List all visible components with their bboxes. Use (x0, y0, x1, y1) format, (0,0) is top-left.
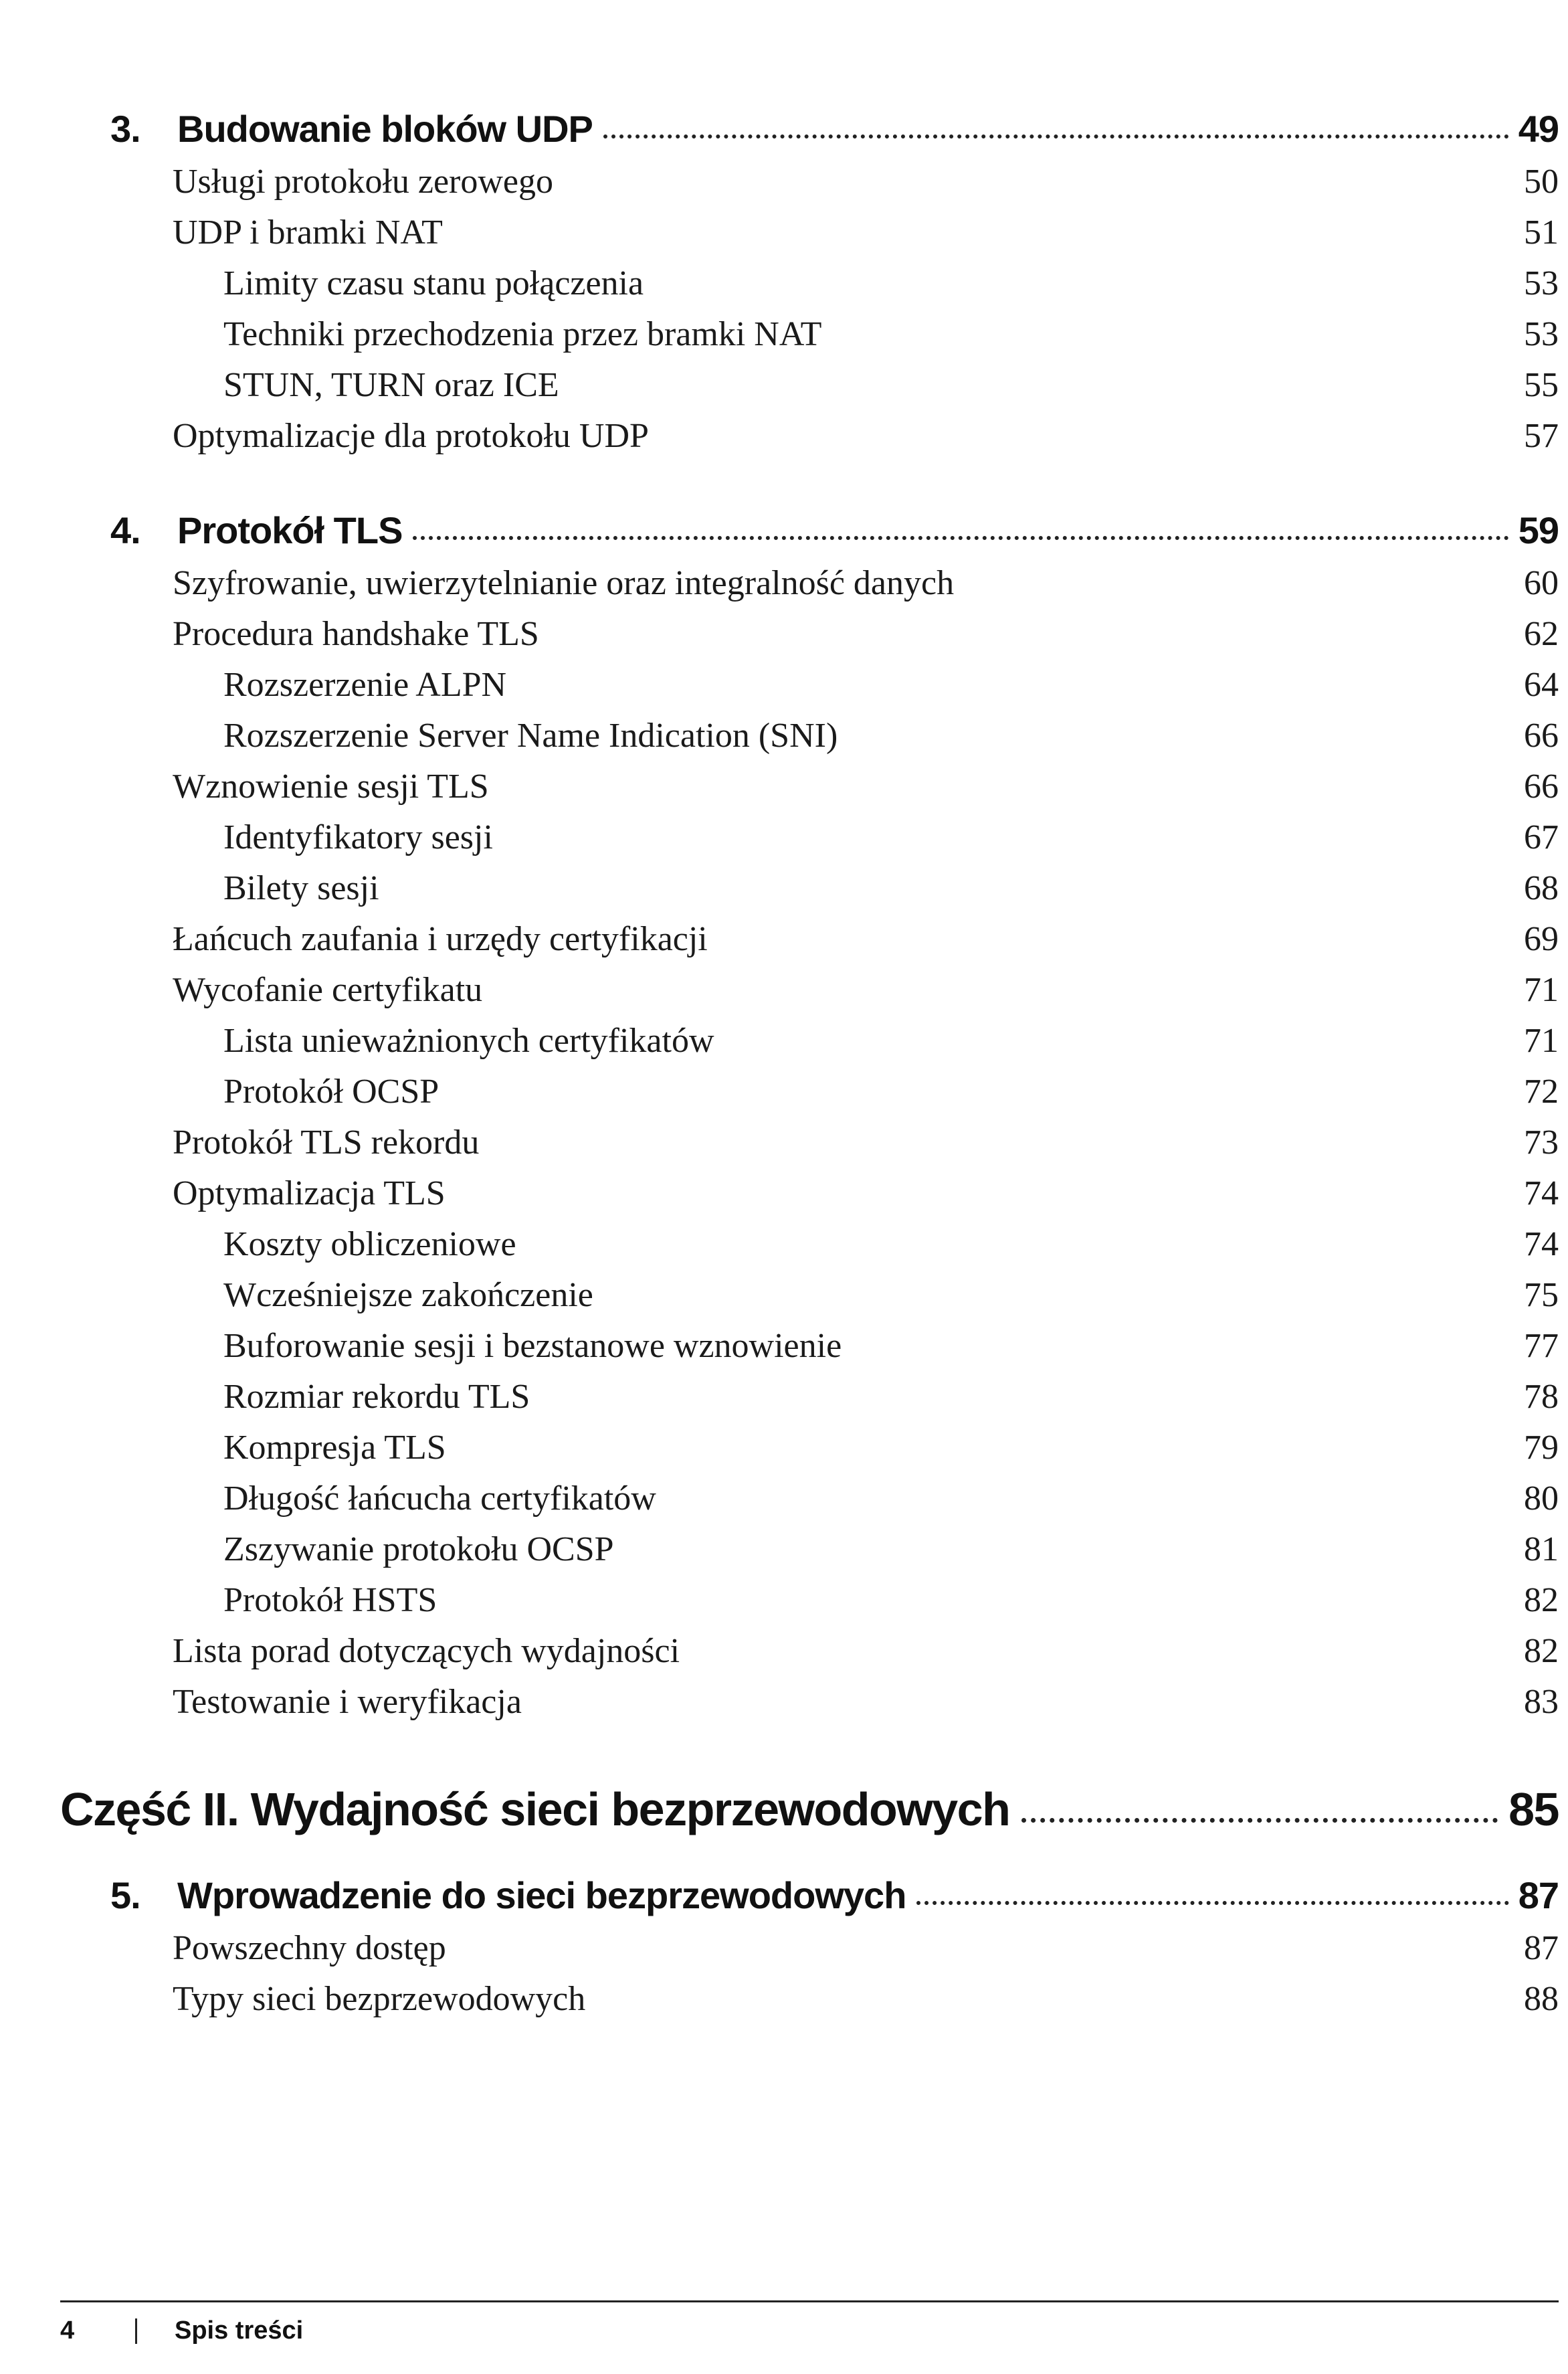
toc-entry[interactable] (173, 1682, 1559, 1722)
entry-page-number: 51 (1524, 213, 1559, 252)
entry-page-number: 75 (1524, 1276, 1559, 1314)
footer-page-number: 4 (60, 2316, 75, 2345)
toc-entry[interactable] (173, 563, 1559, 603)
toc-entry[interactable] (223, 818, 1559, 857)
toc-entry[interactable] (223, 1530, 1559, 1569)
dot-leader (413, 536, 1508, 540)
entry-page-number: 71 (1524, 1022, 1559, 1060)
toc-entry[interactable] (223, 1275, 1559, 1315)
part-title: Część II. Wydajność sieci bezprzewodowych (60, 1783, 1010, 1835)
entry-page-number: 81 (1524, 1530, 1559, 1568)
chapter-heading-5[interactable] (110, 1874, 1559, 1917)
toc-entry[interactable] (173, 970, 1559, 1010)
entry-title: Testowanie i weryfikacja (173, 1683, 522, 1721)
page-footer (60, 2316, 303, 2345)
entry-title: Optymalizacje dla protokołu UDP (173, 417, 649, 455)
entry-title: UDP i bramki NAT (173, 213, 443, 252)
toc-entry[interactable] (173, 1174, 1559, 1213)
toc-entry[interactable] (223, 869, 1559, 908)
entry-title: Techniki przechodzenia przez bramki NAT (223, 315, 822, 353)
entry-page-number: 71 (1524, 971, 1559, 1009)
toc-entry[interactable] (223, 365, 1559, 405)
entry-title: Protokół HSTS (223, 1581, 437, 1619)
toc-entry[interactable] (173, 614, 1559, 654)
toc-entry[interactable] (223, 1479, 1559, 1518)
entry-page-number: 62 (1524, 615, 1559, 653)
dot-leader (916, 1901, 1508, 1905)
entry-title: Usługi protokołu zerowego (173, 163, 554, 201)
chapter-page-number: 87 (1518, 1874, 1559, 1916)
entry-title: Wcześniejsze zakończenie (223, 1276, 593, 1314)
chapter-page-number: 49 (1518, 108, 1559, 150)
entry-title: Protokół TLS rekordu (173, 1123, 480, 1162)
entry-page-number: 55 (1524, 366, 1559, 404)
chapter-title: Protokół TLS (177, 509, 403, 551)
footer-rule (60, 2300, 1559, 2302)
entry-title: Procedura handshake TLS (173, 615, 539, 653)
entry-title: Wycofanie certyfikatu (173, 971, 483, 1009)
toc-entry[interactable] (173, 213, 1559, 252)
entry-page-number: 53 (1524, 315, 1559, 353)
entry-title: Bilety sesji (223, 869, 379, 907)
entry-page-number: 83 (1524, 1683, 1559, 1721)
entry-title: Identyfikatory sesji (223, 818, 493, 856)
toc-entry[interactable] (223, 1377, 1559, 1417)
toc-entry[interactable] (223, 1580, 1559, 1620)
toc-entry[interactable] (223, 264, 1559, 303)
entry-page-number: 66 (1524, 717, 1559, 755)
chapter-heading-3[interactable] (110, 107, 1559, 151)
entry-title: STUN, TURN oraz ICE (223, 366, 559, 404)
entry-title: Typy sieci bezprzewodowych (173, 1980, 586, 2018)
entry-page-number: 82 (1524, 1581, 1559, 1619)
entry-title: Limity czasu stanu połączenia (223, 264, 644, 302)
entry-page-number: 68 (1524, 869, 1559, 907)
dot-leader (603, 134, 1509, 139)
chapter-heading-4[interactable] (110, 509, 1559, 552)
entry-title: Łańcuch zaufania i urzędy certyfikacji (173, 920, 708, 958)
part-heading-2[interactable] (60, 1783, 1559, 1836)
entry-page-number: 69 (1524, 920, 1559, 958)
entry-title: Lista porad dotyczących wydajności (173, 1632, 680, 1670)
entry-title: Długość łańcucha certyfikatów (223, 1479, 656, 1518)
chapter-number: 5. (110, 1874, 140, 1916)
entry-title: Rozmiar rekordu TLS (223, 1378, 530, 1416)
dot-leader (1021, 1818, 1498, 1823)
chapter-page-number: 59 (1518, 509, 1559, 551)
toc-entry[interactable] (173, 162, 1559, 201)
footer-section-title: Spis treści (175, 2316, 304, 2345)
toc-entry[interactable] (173, 1123, 1559, 1162)
entry-page-number: 87 (1524, 1929, 1559, 1967)
entry-title: Zszywanie protokołu OCSP (223, 1530, 614, 1568)
entry-page-number: 77 (1524, 1327, 1559, 1365)
toc-entry[interactable] (223, 1428, 1559, 1467)
toc-entry[interactable] (223, 1326, 1559, 1366)
entry-title: Buforowanie sesji i bezstanowe wznowienie (223, 1327, 842, 1365)
entry-page-number: 73 (1524, 1123, 1559, 1162)
entry-page-number: 67 (1524, 818, 1559, 856)
entry-page-number: 88 (1524, 1980, 1559, 2018)
chapter-number: 4. (110, 509, 140, 551)
entry-page-number: 78 (1524, 1378, 1559, 1416)
entry-page-number: 57 (1524, 417, 1559, 455)
toc-entry[interactable] (173, 767, 1559, 806)
entry-title: Wznowienie sesji TLS (173, 767, 489, 806)
entry-page-number: 60 (1524, 564, 1559, 602)
toc-entry[interactable] (223, 665, 1559, 705)
entry-page-number: 50 (1524, 163, 1559, 201)
toc-entry[interactable] (173, 1979, 1559, 2019)
entry-page-number: 72 (1524, 1073, 1559, 1111)
toc-entry[interactable] (223, 314, 1559, 354)
entry-page-number: 80 (1524, 1479, 1559, 1518)
toc-entry[interactable] (223, 1021, 1559, 1061)
footer-separator (135, 2318, 137, 2344)
chapter-title: Budowanie bloków UDP (177, 108, 593, 150)
entry-page-number: 66 (1524, 767, 1559, 806)
entry-page-number: 64 (1524, 666, 1559, 704)
chapter-number: 3. (110, 108, 140, 150)
toc-entry[interactable] (173, 919, 1559, 959)
entry-title: Protokół OCSP (223, 1073, 439, 1111)
entry-page-number: 82 (1524, 1632, 1559, 1670)
toc-entry[interactable] (173, 1928, 1559, 1968)
entry-title: Lista unieważnionych certyfikatów (223, 1022, 714, 1060)
toc-entry[interactable] (223, 1072, 1559, 1111)
entry-title: Optymalizacja TLS (173, 1174, 446, 1212)
toc-entry[interactable] (173, 1631, 1559, 1671)
entry-title: Kompresja TLS (223, 1429, 446, 1467)
entry-page-number: 53 (1524, 264, 1559, 302)
entry-title: Rozszerzenie ALPN (223, 666, 507, 704)
chapter-title: Wprowadzenie do sieci bezprzewodowych (177, 1874, 906, 1916)
entry-title: Szyfrowanie, uwierzytelnianie oraz integralność danych (173, 564, 955, 602)
entry-title: Koszty obliczeniowe (223, 1225, 516, 1263)
part-page-number: 85 (1508, 1783, 1559, 1835)
toc-entry[interactable] (223, 1224, 1559, 1264)
entry-title: Powszechny dostęp (173, 1929, 446, 1967)
entry-page-number: 74 (1524, 1225, 1559, 1263)
toc-entry[interactable] (223, 716, 1559, 755)
entry-page-number: 79 (1524, 1429, 1559, 1467)
toc-entry[interactable] (173, 416, 1559, 456)
entry-page-number: 74 (1524, 1174, 1559, 1212)
entry-title: Rozszerzenie Server Name Indication (SNI) (223, 717, 838, 755)
